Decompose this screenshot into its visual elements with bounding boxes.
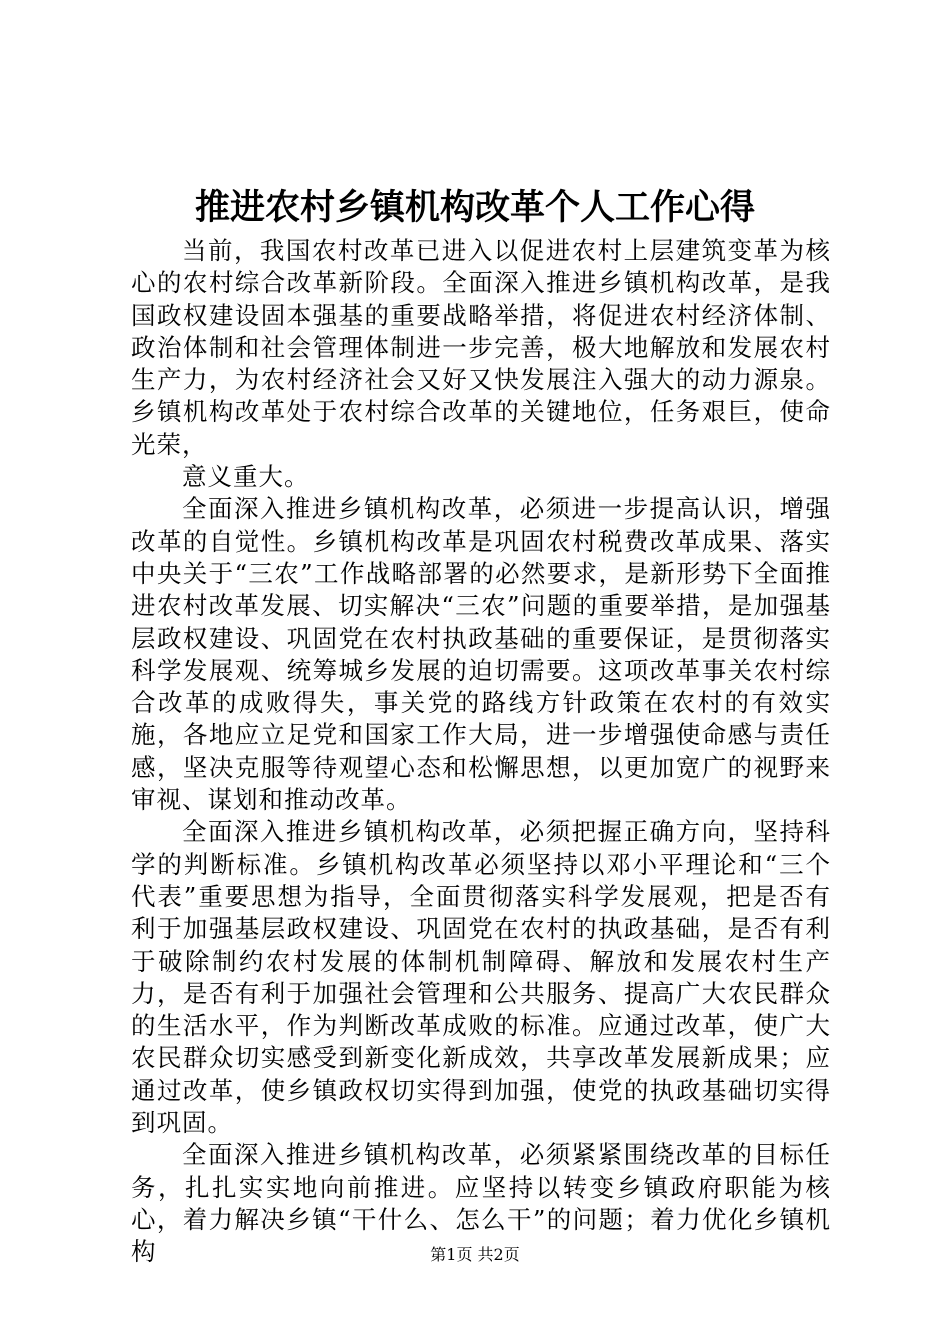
paragraph-2: 意义重大。 [182,462,310,492]
paragraph-4: 全面深入推进乡镇机构改革，必须把握正确方向，坚持科学的判断标准。乡镇机构改革必须坚持以邓小平理论和“三个代表”重要思想为指导，全面贯彻落实科学发展观，把是否有利于加强基层政权建设、巩固党在农村的执政基础，是否有利于破除制约农村发展的体制机制障碍、解放和发展农村生产力，是否有利于加强社会管理和公共服务、提高广大农民群众的生活水平，作为判断改革成败的标准。应通过改革，使广大农民群众切实感受到新变化新成效，共享改革发展新成果；应通过改革，使乡镇政权切实得到加强，使党的执政基础切实得到巩固。 [131,817,831,1138]
paragraph-5: 全面深入推进乡镇机构改革，必须紧紧围绕改革的目标任务，扎扎实实地向前推进。应坚持以转变乡镇政府职能为核心，着力解决乡镇“干什么、怎么干”的问题；着力优化乡镇机构 [131,1140,831,1267]
paragraph-1: 当前，我国农村改革已进入以促进农村上层建筑变革为核心的农村综合改革新阶段。全面深入推进乡镇机构改革，是我国政权建设固本强基的重要战略举措，将促进农村经济体制、政治体制和社会管理体制进一步完善，极大地解放和发展农村生产力，为农村经济社会又好又快发展注入强大的动力源泉。乡镇机构改革处于农村综合改革的关键地位，任务艰巨，使命光荣， [131,236,831,459]
document-title: 推进农村乡镇机构改革个人工作心得 [194,187,755,228]
document-body [131,235,831,1269]
page-footer: 第1页 共2页 [430,1245,520,1264]
paragraph-3: 全面深入推进乡镇机构改革，必须进一步提高认识，增强改革的自觉性。乡镇机构改革是巩固农村税费改革成果、落实中央关于“三农”工作战略部署的必然要求，是新形势下全面推进农村改革发展、切实解决“三农”问题的重要举措，是加强基层政权建设、巩固党在农村执政基础的重要保证，是贯彻落实科学发展观、统筹城乡发展的迫切需要。这项改革事关农村综合改革的成败得失，事关党的路线方针政策在农村的有效实施，各地应立足党和国家工作大局，进一步增强使命感与责任感，坚决克服等待观望心态和松懈思想，以更加宽广的视野来审视、谋划和推动改革。 [131,494,831,815]
